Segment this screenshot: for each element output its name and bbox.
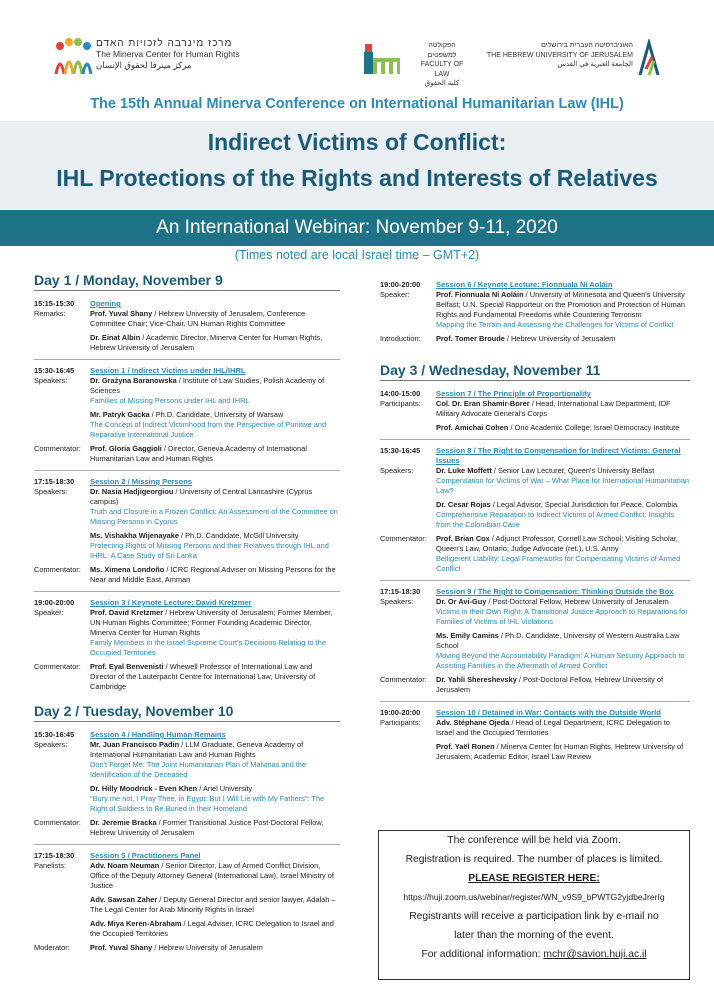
participant-role <box>34 531 90 565</box>
participant-affiliation: / Hebrew University of Jerusalem <box>504 334 616 343</box>
participant-role <box>380 500 436 534</box>
participant-affiliation: / Head, International Law Department, IDF Military Advocate General's Corps <box>436 399 671 418</box>
participant-role: Commentator: <box>34 444 81 453</box>
participant-row <box>34 410 340 444</box>
participant-role: Speaker: <box>34 608 64 617</box>
participant-affiliation: / Ono Academic College; Israel Democracy Institute <box>508 423 680 432</box>
participant-name: Dr. Yahli Shereshevsky <box>436 675 517 684</box>
talk-topic: Comprehensive Reparation to Indirect Victims of Armed Conflict: Insights from the Colombian Case <box>436 510 675 529</box>
session-title: Session 7 / The Principle of Proportionality <box>436 389 591 398</box>
session-title: Opening <box>90 299 121 308</box>
participant-entry <box>436 742 690 762</box>
participant-role: Speakers: <box>380 466 414 475</box>
participant-affiliation: / Senior Law Lecturer, Queen's University Belfast <box>491 466 655 475</box>
participant-entry <box>90 444 340 464</box>
session-divider <box>380 439 690 440</box>
participant-name: Prof. Eyal Benvenisti <box>90 662 164 671</box>
talk-topic: Don't Forget Me: The Joint Humanitarian Plan of Malvinas and the Identification of the Deceased <box>90 760 307 779</box>
participant-name: Prof. Brian Cox <box>436 534 490 543</box>
talk-topic: Protecting Rights of Missing Persons and their Relatives through IHL and IHRL: A Case Study of Sri Lanka <box>90 541 329 560</box>
participant-role: Speakers: <box>34 740 68 749</box>
huji-name-arabic: الجامعة العبرية في القدس <box>557 61 633 68</box>
participation-link-note-1: Registrants will receive a participation link by e-mail no <box>409 911 659 922</box>
participant-role: Remarks: <box>34 309 66 318</box>
participant-row <box>34 565 340 589</box>
minerva-name-english: The Minerva Center for Human Rights <box>96 49 240 59</box>
session-9 <box>380 587 690 597</box>
session-time: 14:00-15:00 <box>380 389 421 398</box>
faculty-name-english: FACULTY OF LAW <box>420 61 464 78</box>
participant-name: Dr. Einat Albin <box>90 333 141 342</box>
session-title: Session 5 / Practitioners Panel <box>90 851 201 860</box>
registration-link[interactable]: https://huji.zoom.us/webinar/register/WN_v9S9_bPWTG2yjdbeJrerIg <box>403 892 665 902</box>
participant-name: Mr. Patryk Gacka <box>90 410 150 419</box>
day-3-title: Day 3 / Wednesday, November 11 <box>380 362 690 381</box>
participant-role: Commentator: <box>34 662 81 671</box>
session-title: Session 3 / Keynote Lecture: David Kretzmer <box>90 598 252 607</box>
talk-topic: Family Members in the Israel Supreme Court's Decisions Relating to the Occupied Territories <box>90 638 326 657</box>
participant-row <box>34 784 340 818</box>
participant-entry <box>90 784 340 814</box>
program-right-column <box>380 280 690 766</box>
session-1 <box>34 366 340 376</box>
participant-entry <box>90 919 340 939</box>
session-10 <box>380 708 690 718</box>
huji-logo-icon <box>637 39 661 77</box>
participant-name: Ms. Vishakha Wijenayake <box>90 531 179 540</box>
participant-affiliation: / University of Minnesota and Queen's University Belfast; U.N. Special Rapporteur on the Promotion and Protection of Human Rights and Fundamental Freedoms while Countering Terrorism <box>436 290 685 319</box>
participation-link-note-2: later than the morning of the event. <box>454 930 614 941</box>
participant-entry <box>436 500 690 530</box>
participant-entry <box>90 818 340 838</box>
participant-row <box>380 742 690 766</box>
minerva-center-name <box>96 38 240 71</box>
session-title: Session 9 / The Right to Compensation: Thinking Outside the Box <box>436 587 674 596</box>
spacer <box>34 696 340 703</box>
session-7 <box>380 389 690 399</box>
participant-entry <box>90 608 340 658</box>
session-title: Session 4 / Handling Human Remains <box>90 730 226 739</box>
participant-entry <box>90 487 340 527</box>
participant-entry <box>436 718 690 738</box>
participant-row <box>34 919 340 943</box>
participant-name: Prof. Yuval Shany <box>90 943 153 952</box>
participant-affiliation: / ICRC Regional Adviser on Missing Persons for the Near and Middle East, Amman <box>90 565 336 584</box>
participant-role: Panelists: <box>34 861 67 870</box>
session-title: Session 6 / Keynote Lecture: Fionnuala Ní Aoláin <box>436 280 613 289</box>
participant-row <box>380 399 690 423</box>
participant-entry <box>90 376 340 406</box>
participant-role: Speakers: <box>34 487 68 496</box>
participant-name: Dr. Or Avi-Guy <box>436 597 487 606</box>
huji-name-english: THE HEBREW UNIVERSITY OF JERUSALEM <box>486 51 633 59</box>
participant-row <box>34 818 340 842</box>
participant-row <box>34 861 340 895</box>
session-time: 19:00-20:00 <box>380 708 421 717</box>
participant-role: Introduction: <box>380 334 421 343</box>
participant-entry <box>90 309 340 329</box>
session-divider <box>34 591 340 592</box>
minerva-name-arabic: مركز مينرفا لحقوق الإنسان <box>96 60 192 70</box>
participant-affiliation: / Minerva Center for Human Rights, Hebrew University of Jerusalem; Academic Editor, Israel Law Review <box>436 742 684 761</box>
participant-row <box>380 500 690 534</box>
participant-entry <box>436 334 615 344</box>
talk-topic: Families of Missing Persons under IHL and IHRL <box>90 396 250 405</box>
participant-name: Dr. Nasia Hadjigeorgiou <box>90 487 174 496</box>
participant-name: Prof. Gloria Gaggioli <box>90 444 162 453</box>
session-divider <box>34 844 340 845</box>
participant-row <box>34 376 340 410</box>
faculty-of-law-name <box>414 41 470 89</box>
participant-entry <box>90 565 340 585</box>
participant-affiliation: / Legal Adviser, ICRC Delegation to Israel and the Occupied Territories <box>90 919 334 938</box>
session-divider <box>34 359 340 360</box>
session-2 <box>34 477 340 487</box>
session-opening <box>34 299 340 309</box>
session-title: Session 2 / Missing Persons <box>90 477 193 486</box>
session-time: 17:15-18:30 <box>380 587 421 596</box>
participant-affiliation: / Whewell Professor of International Law and Director of the Lauterpacht Centre for International Law, University of Cambridge <box>90 662 316 691</box>
conference-title: The 15th Annual Minerva Conference on International Humanitarian Law (IHL) <box>90 96 624 112</box>
participant-name: Dr. Luke Moffett <box>436 466 492 475</box>
participant-role: Participants: <box>380 399 421 408</box>
registration-box <box>378 830 690 980</box>
participant-affiliation: / Senior Director, Law of Armed Conflict Division, Office of the Deputy Attorney General (International Law), Israel Ministry of Justice <box>90 861 334 890</box>
participant-name: Ms. Emily Camins <box>436 631 499 640</box>
participant-affiliation: / University of Central Lancashire (Cyprus campus) <box>90 487 313 506</box>
participant-affiliation: / Legal Advisor, Special Jurisdiction for Peace, Colombia <box>490 500 678 509</box>
participant-row <box>380 675 690 699</box>
participant-role: Commentator: <box>380 534 427 543</box>
session-3 <box>34 598 340 608</box>
participant-affiliation: / Director, Geneva Academy of International Humanitarian Law and Human Rights <box>90 444 307 463</box>
times-note: (Times noted are local Israel time – GMT+2) <box>234 248 480 262</box>
participant-affiliation: / Former Transitional Justice Post-Doctoral Fellow, Hebrew University of Jerusalem <box>90 818 324 837</box>
participant-name: Prof. Yaël Ronen <box>436 742 495 751</box>
participant-entry <box>90 740 340 780</box>
participant-row <box>34 662 340 696</box>
participant-role <box>380 631 436 675</box>
registration-required-note: Registration is required. The number of places is limited. <box>405 854 663 865</box>
participant-name: Prof. Fionnuala Ní Aoláin <box>436 290 524 299</box>
session-divider <box>380 580 690 581</box>
participant-name: Dr. Grażyna Baranowska <box>90 376 177 385</box>
participant-name: Dr. Jeremie Bracka <box>90 818 157 827</box>
session-time: 15:30-16:45 <box>34 730 75 739</box>
participant-name: Adv. Noam Neuman <box>90 861 160 870</box>
participant-row <box>380 718 690 742</box>
session-time: 15:30-16:45 <box>380 446 421 455</box>
participant-entry <box>90 531 340 561</box>
session-time: 19:00-20:00 <box>34 598 75 607</box>
participant-row <box>380 290 690 334</box>
participant-affiliation: / Post-Doctoral Fellow, Hebrew University of Jerusalem <box>436 675 664 694</box>
program-left-column <box>34 272 340 957</box>
huji-name-hebrew: האוניברסיטה העברית בירושלים <box>541 42 633 49</box>
participant-role <box>380 423 436 437</box>
participant-role <box>34 895 90 919</box>
participant-role <box>380 742 436 766</box>
participant-entry <box>90 662 340 692</box>
main-title-line-2: IHL Protections of the Rights and Interests of Relatives <box>56 165 658 191</box>
participant-entry <box>436 597 690 627</box>
talk-topic: Belligerent Liability: Legal Frameworks for Compensating Victims of Armed Conflict <box>436 554 681 573</box>
participant-name: Prof. Amichai Cohen <box>436 423 509 432</box>
session-8 <box>380 446 690 466</box>
session-time: 17:15-18:30 <box>34 477 75 486</box>
huji-name <box>483 41 633 70</box>
contact-line <box>379 945 689 964</box>
participant-entry <box>436 631 690 671</box>
participant-affiliation: / Ph.D. Candidate, University of Western Australia Law School <box>436 631 680 650</box>
participant-entry <box>436 466 690 496</box>
participant-name: Adv. Stéphane Ojeda <box>436 718 510 727</box>
participant-affiliation: / Adjunct Professor, Cornell Law School; Visiting Scholar, Queen's Law, Ontario; Judge Advocate (ret.), U.S. Army <box>436 534 678 553</box>
main-title-banner <box>0 121 714 209</box>
participant-role: Moderator: <box>34 943 70 952</box>
participant-row <box>34 444 340 468</box>
session-5 <box>34 851 340 861</box>
minerva-logo-icon <box>52 36 94 76</box>
participant-row <box>34 309 340 333</box>
webinar-banner <box>0 210 714 246</box>
participant-entry <box>436 675 690 695</box>
participant-row <box>34 333 340 357</box>
participant-affiliation: / Head of Legal Department, ICRC Delegation to Israel and the Occupied Territories <box>436 718 671 737</box>
faculty-building-icon <box>362 42 402 76</box>
participant-row <box>34 943 340 957</box>
talk-topic: "Bury me not, I Pray Thee, in Egypt: But I Will Lie with My Fathers": The Right of Soldiers to Be Buried in their Homeland <box>90 794 325 813</box>
session-time: 15:15-15:30 <box>34 299 75 308</box>
session-time: 15:30-16:45 <box>34 366 75 375</box>
participant-affiliation: / Ph.D. Candidate, McGill University <box>178 531 299 540</box>
participant-affiliation: / Academic Director, Minerva Center for Human Rights, Hebrew University of Jerusalem <box>90 333 323 352</box>
participant-entry <box>90 895 340 915</box>
participant-entry <box>90 333 340 353</box>
session-6 <box>380 280 690 290</box>
participant-affiliation: / Hebrew University of Jerusalem, Conference Committee Chair; Vice-Chair, UN Human Rights Committee <box>90 309 306 328</box>
participant-name: Prof. David Kretzmer <box>90 608 164 617</box>
session-divider <box>34 470 340 471</box>
participant-role: Commentator: <box>380 675 427 684</box>
participant-affiliation: / Hebrew University of Jerusalem; Former Member, UN Human Rights Committee; Former Founding Academic Director, Minerva Center for Human Rights <box>90 608 333 637</box>
zoom-note: The conference will be held via Zoom. <box>447 835 621 846</box>
session-title: Session 8 / The Right to Compensation for Indirect Victims: General Issues <box>436 446 681 465</box>
session-time: 19:00-20:00 <box>380 280 421 289</box>
participant-name: Adv. Miya Keren-Abraham <box>90 919 182 928</box>
participant-role: Speaker: <box>380 290 410 299</box>
participant-row <box>34 531 340 565</box>
participant-role <box>34 784 90 818</box>
participant-row <box>34 487 340 531</box>
participant-affiliation: / Hebrew University of Jerusalem <box>152 943 263 952</box>
participant-role <box>34 333 90 357</box>
webinar-dates: An International Webinar: November 9-11, 2020 <box>156 217 558 238</box>
participant-affiliation: / Post-Doctoral Fellow, Hebrew University of Jerusalem <box>486 597 669 606</box>
participant-entry <box>90 861 340 891</box>
participant-row <box>34 608 340 662</box>
participant-affiliation: / Institute of Law Studies, Polish Academy of Sciences <box>90 376 325 395</box>
participant-name: Mr. Juan Francisco Padin <box>90 740 180 749</box>
participant-role <box>34 919 90 943</box>
participant-name: Col. Dr. Eran Shamir-Borer <box>436 399 530 408</box>
participant-affiliation: / Ph.D. Candidate, University of Warsaw <box>149 410 284 419</box>
register-heading: PLEASE REGISTER HERE: <box>468 873 600 884</box>
session-title: Session 10 / Detained in War: Contacts with the Outside World <box>436 708 661 717</box>
faculty-name-arabic: كلية الحقوق <box>424 80 460 87</box>
participant-row <box>380 334 690 348</box>
session-divider <box>380 701 690 702</box>
participant-row <box>380 466 690 500</box>
participant-row <box>380 534 690 578</box>
header <box>0 0 714 88</box>
participant-role: Commentator: <box>34 818 81 827</box>
participant-entry <box>436 423 679 433</box>
participant-role: Commentator: <box>34 565 81 574</box>
talk-topic: Truth and Closure in a Frozen Conflict: An Assessment of the Committee on Missing Persons in Cyprus <box>90 507 338 526</box>
talk-topic: Victims in their Own Right: A Transitional Justice Approach to Reparations for Families of Victims of IHL Violations <box>436 607 688 626</box>
participant-affiliation: / LLM Graduate, Geneva Academy of International Humanitarian Law and Human Rights <box>90 740 304 759</box>
participant-affiliation: / Deputy General Director and senior lawyer, Adalah – The Legal Center for Arab Minority Rights in Israel <box>90 895 336 914</box>
talk-topic: The Concept of Indirect Victimhood from the Perspective of Punitive and Reparative International Justice <box>90 420 327 439</box>
faculty-name-hebrew: הפקולטה למשפטים <box>427 42 457 59</box>
participant-name: Dr. Hilly Moodrick - Even Khen <box>90 784 198 793</box>
session-4 <box>34 730 340 740</box>
contact-label: For additional information: <box>421 949 544 960</box>
contact-email-link[interactable]: mchr@savion.huji.ac.il <box>543 949 647 960</box>
main-title-line-1: Indirect Victims of Conflict: <box>207 129 507 155</box>
participant-entry <box>90 943 263 953</box>
participant-name: Prof. Tomer Broude <box>436 334 505 343</box>
participant-entry <box>90 410 340 440</box>
participant-row <box>34 740 340 784</box>
participant-row <box>380 423 690 437</box>
participant-entry <box>436 534 690 574</box>
participant-name: Dr. Cesar Rojas <box>436 500 491 509</box>
day-1-title: Day 1 / Monday, November 9 <box>34 272 340 291</box>
participant-row <box>34 895 340 919</box>
talk-topic: Compensation for Victims of War – What Place for International Humanitarian Law? <box>436 476 690 495</box>
talk-topic: Mapping the Terrain and Assessing the Challenges for Victims of Conflict <box>436 320 674 329</box>
participant-entry <box>436 290 690 330</box>
participant-name: Ms. Ximena Londoño <box>90 565 165 574</box>
participant-name: Prof. Yuval Shany <box>90 309 153 318</box>
talk-topic: Moving Beyond the Accountability Paradigm: A Human Security Approach to Assisting Families in the Aftermath of Armed Conflict <box>436 651 685 670</box>
minerva-name-hebrew: מרכז מינרבה לזכויות האדם <box>96 38 233 49</box>
participant-entry <box>436 399 690 419</box>
participant-row <box>380 597 690 631</box>
session-title: Session 1 / Indirect Victims under IHL/IHRL <box>90 366 246 375</box>
participant-role: Speakers: <box>34 376 68 385</box>
participant-name: Adv. Sawsan Zaher <box>90 895 158 904</box>
spacer <box>380 348 690 362</box>
participant-row <box>380 631 690 675</box>
participant-role: Speakers: <box>380 597 414 606</box>
participant-role: Participants: <box>380 718 421 727</box>
participant-affiliation: / Ariel University <box>197 784 253 793</box>
day-2-title: Day 2 / Tuesday, November 10 <box>34 703 340 722</box>
session-time: 17:15-18:30 <box>34 851 75 860</box>
participant-role <box>34 410 90 444</box>
